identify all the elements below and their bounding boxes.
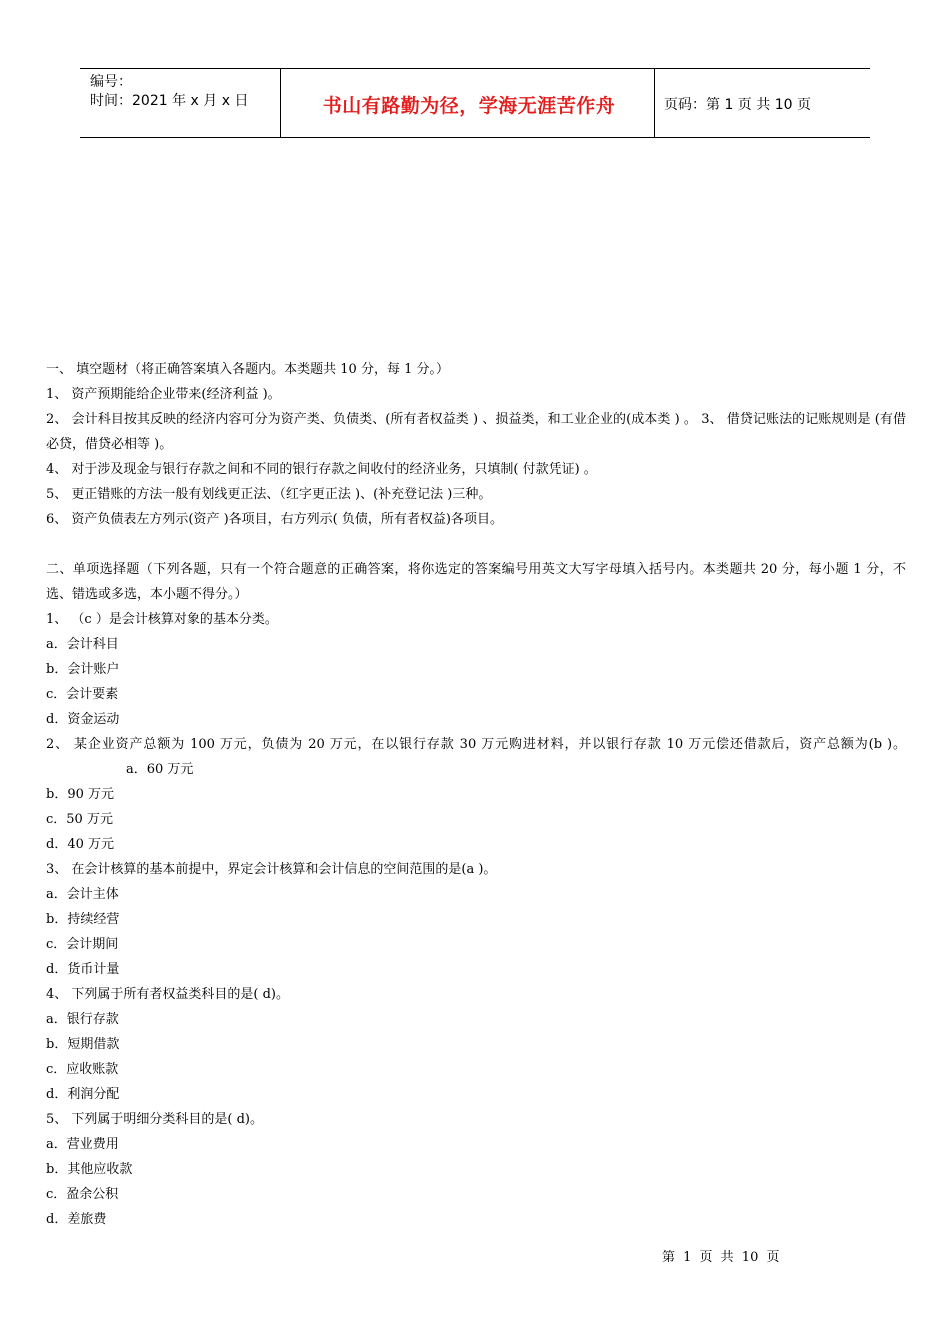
choice-question-5: 5、 下列属于明细分类科目的是( d)。	[46, 1112, 264, 1127]
option-item: a．营业费用	[46, 1137, 119, 1152]
header-page-info: 页码：第 1 页 共 10 页	[664, 97, 811, 113]
option-item: d．差旅费	[46, 1212, 107, 1227]
question-stem: 2、 某企业资产总额为 100 万元，负债为 20 万元，在以银行存款 30 万元购进材料，并以银行存款 10 万元偿还借款后，资产总额为(b )。	[46, 737, 906, 752]
option-item: b．其他应收款	[46, 1162, 133, 1177]
page-footer: 第 1 页 共 10 页	[662, 1250, 780, 1265]
option-item: a．银行存款	[46, 1012, 119, 1027]
option-item: c．盈余公积	[46, 1187, 119, 1202]
option-item: b．短期借款	[46, 1037, 120, 1052]
option-item: c．会计要素	[46, 687, 119, 702]
option-item: c．50 万元	[46, 812, 113, 827]
option-item: b．会计账户	[46, 662, 120, 677]
option-item: a．60 万元	[126, 762, 194, 777]
option-item: a．会计科目	[46, 637, 119, 652]
option-item: a．会计主体	[46, 887, 119, 902]
fill-question-1: 1、 资产预期能给企业带来(经济利益 )。	[46, 387, 281, 402]
time-label: 时间：2021 年 x 月 x 日	[90, 93, 249, 109]
header-divider-left	[280, 69, 281, 137]
option-item: d．40 万元	[46, 837, 114, 852]
fill-question-6: 6、 资产负债表左方列示(资产 )各项目，右方列示( 负债，所有者权益)各项目。	[46, 512, 503, 527]
choice-question-4: 4、 下列属于所有者权益类科目的是( d)。	[46, 987, 290, 1002]
header-meta	[90, 73, 248, 111]
option-item: b．持续经营	[46, 912, 120, 927]
option-item: d．利润分配	[46, 1087, 120, 1102]
header-divider-right	[654, 69, 655, 137]
choice-question-2	[46, 732, 906, 782]
option-item: c．应收账款	[46, 1062, 119, 1077]
option-item: d．货币计量	[46, 962, 120, 977]
section2-title: 二、单项选择题（下列各题，只有一个符合题意的正确答案，将你选定的答案编号用英文大写字母填入括号内。本类题共 20 分，每小题 1 分，不选、错选或多选，本小题不得分。）	[46, 562, 906, 602]
fill-question-5: 5、 更正错账的方法一般有划线更正法、（红字更正法 )、(补充登记法 )三种。	[46, 487, 492, 502]
header-motto: 书山有路勤为径，学海无涯苦作舟	[322, 95, 616, 117]
option-item: d．资金运动	[46, 712, 120, 727]
option-item: b．90 万元	[46, 787, 114, 802]
choice-question-1: 1、 （c ）是会计核算对象的基本分类。	[46, 612, 278, 627]
option-item: c．会计期间	[46, 937, 119, 952]
section1-title: 一、 填空题材（将正确答案填入各题内。本类题共 10 分，每 1 分。）	[46, 362, 449, 377]
number-label: 编号：	[90, 74, 132, 90]
fill-question-2-3: 2、 会计科目按其反映的经济内容可分为资产类、负债类、(所有者权益类 ) 、损益类，和工业企业的(成本类 ) 。 3、 借贷记账法的记账规则是 (有借必贷，借贷必相等 )。	[46, 412, 906, 452]
document-header	[80, 68, 870, 138]
fill-question-4: 4、 对于涉及现金与银行存款之间和不同的银行存款之间收付的经济业务，只填制( 付款凭证) 。	[46, 462, 597, 477]
document-body	[46, 357, 906, 1232]
choice-question-3: 3、 在会计核算的基本前提中，界定会计核算和会计信息的空间范围的是(a )。	[46, 862, 497, 877]
section-gap	[46, 532, 906, 557]
